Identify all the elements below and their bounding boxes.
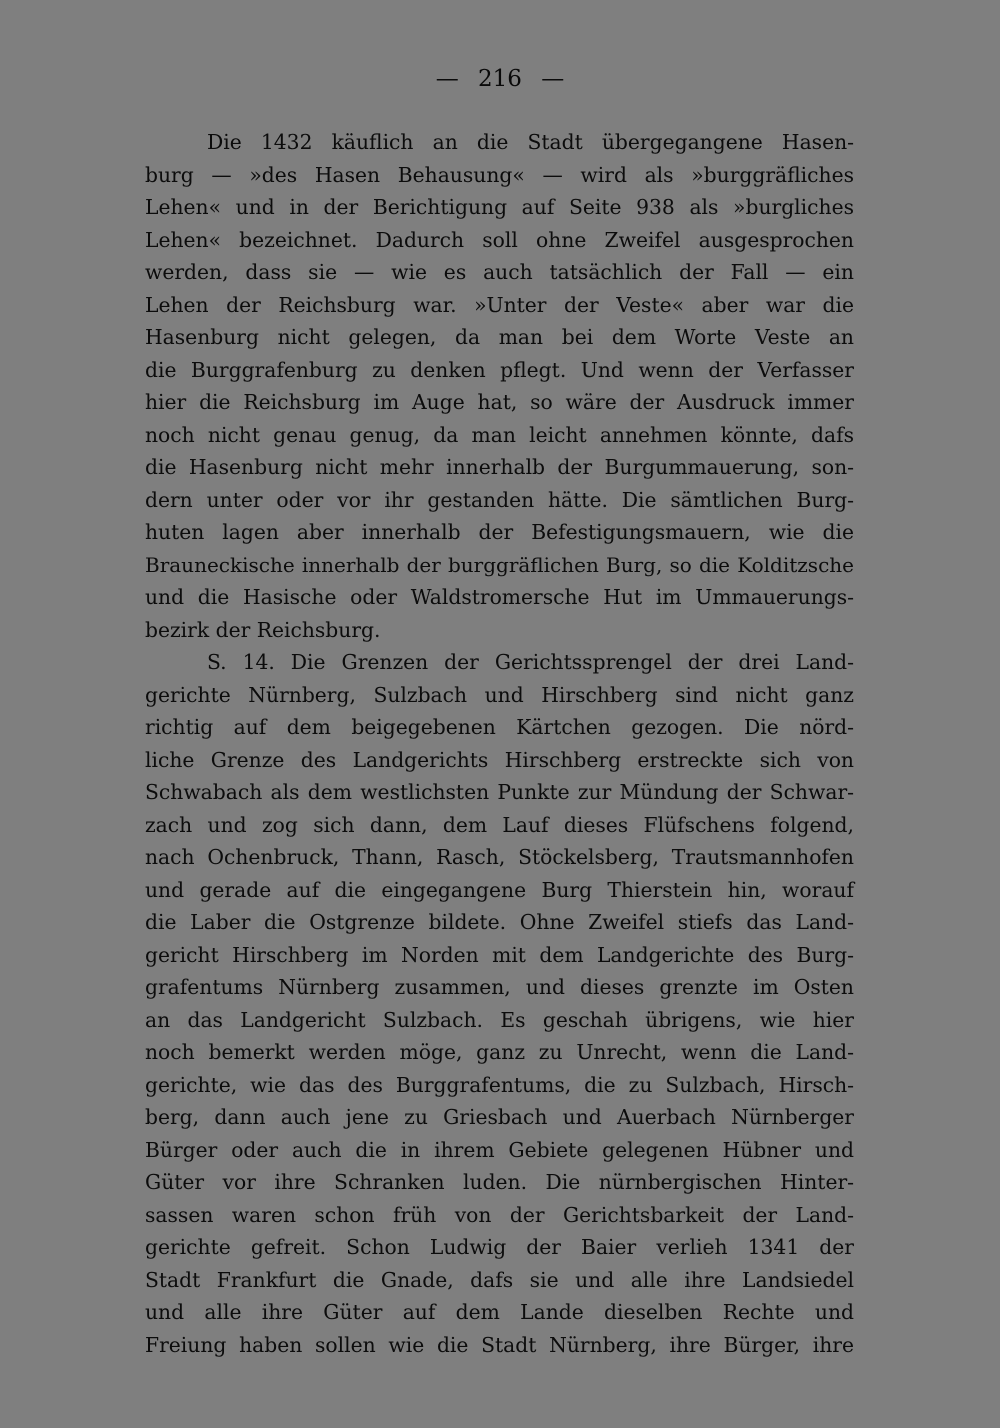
text-line: bezirk der Reichsburg. <box>145 617 381 642</box>
text-line: werden, dass sie — wie es auch tatsächlich der Fall — ein <box>145 260 854 284</box>
text-line: und die Hasische oder Waldstromersche Hut im Ummauerungs- <box>145 585 854 609</box>
text-line: Stadt Frankfurt die Gnade, dafs sie und alle ihre Landsiedel <box>145 1267 854 1292</box>
text-line: die Burggrafenburg zu denken pflegt. Und wenn der Verfasser <box>145 357 854 382</box>
text-line: Lehen der Reichsburg war. »Unter der Veste« aber war die <box>145 292 854 317</box>
text-line: sassen waren schon früh von der Gerichtsbarkeit der Land- <box>145 1202 854 1227</box>
text-line: und gerade auf die eingegangene Burg Thierstein hin, worauf <box>145 877 854 902</box>
text-line: Bürger oder auch die in ihrem Gebiete gelegenen Hübner und <box>145 1137 854 1162</box>
text-line: zach und zog sich dann, dem Lauf dieses Flüfschens folgend, <box>145 812 854 837</box>
text-line: Brauneckische innerhalb der burggräflichen Burg, so die Kolditzsche <box>145 552 854 577</box>
text-line: Lehen« und in der Berichtigung auf Seite 938 als »burgliches <box>145 195 854 219</box>
text-line: gerichte, wie das des Burggrafentums, die zu Sulzbach, Hirsch- <box>145 1072 854 1097</box>
text-line: die Laber die Ostgrenze bildete. Ohne Zweifel stiefs das Land- <box>145 910 854 934</box>
text-line: noch bemerkt werden möge, ganz zu Unrecht, wenn die Land- <box>145 1040 854 1064</box>
text-line: Güter vor ihre Schranken luden. Die nürnbergischen Hinter- <box>145 1170 854 1194</box>
text-line: burg — »des Hasen Behausung« — wird als »burggräfliches <box>145 162 854 187</box>
text-line: Freiung haben sollen wie die Stadt Nürnberg, ihre Bürger, ihre <box>145 1332 854 1357</box>
text-line: Hasenburg nicht gelegen, da man bei dem Worte Veste an <box>145 325 854 349</box>
text-line: noch nicht genau genug, da man leicht annehmen könnte, dafs <box>145 422 854 447</box>
text-line: dern unter oder vor ihr gestanden hätte. Die sämtlichen Burg- <box>145 487 854 512</box>
text-line: gericht Hirschberg im Norden mit dem Landgerichte des Burg- <box>145 942 854 967</box>
text-line: die Hasenburg nicht mehr innerhalb der Burgummauerung, son- <box>145 455 854 479</box>
text-line: Schwabach als dem westlichsten Punkte zur Mündung der Schwar- <box>145 780 854 804</box>
text-line: Lehen« bezeichnet. Dadurch soll ohne Zweifel ausgesprochen <box>145 227 854 252</box>
text-line: und alle ihre Güter auf dem Lande dieselben Rechte und <box>145 1300 854 1324</box>
text-line: grafentums Nürnberg zusammen, und dieses grenzte im Osten <box>145 975 854 999</box>
text-line: berg, dann auch jene zu Griesbach und Auerbach Nürnberger <box>145 1105 854 1129</box>
text-line: nach Ochenbruck, Thann, Rasch, Stöckelsberg, Trautsmannhofen <box>145 845 854 869</box>
text-line: an das Landgericht Sulzbach. Es geschah übrigens, wie hier <box>145 1007 854 1032</box>
text-line: huten lagen aber innerhalb der Befestigungsmauern, wie die <box>145 520 854 544</box>
text-line: liche Grenze des Landgerichts Hirschberg erstreckte sich von <box>145 747 854 772</box>
text-line: S. 14. Die Grenzen der Gerichtssprengel der drei Land- <box>207 650 854 674</box>
body-text <box>145 126 854 1361</box>
text-line: gerichte Nürnberg, Sulzbach und Hirschberg sind nicht ganz <box>145 682 854 707</box>
text-line: richtig auf dem beigegebenen Kärtchen gezogen. Die nörd- <box>145 715 854 739</box>
text-line: Die 1432 käuflich an die Stadt übergegangene Hasen- <box>207 130 854 154</box>
page-number: — 216 — <box>435 66 565 92</box>
text-line: hier die Reichsburg im Auge hat, so wäre der Ausdruck immer <box>145 390 854 414</box>
text-line: gerichte gefreit. Schon Ludwig der Baier verlieh 1341 der <box>145 1235 854 1259</box>
